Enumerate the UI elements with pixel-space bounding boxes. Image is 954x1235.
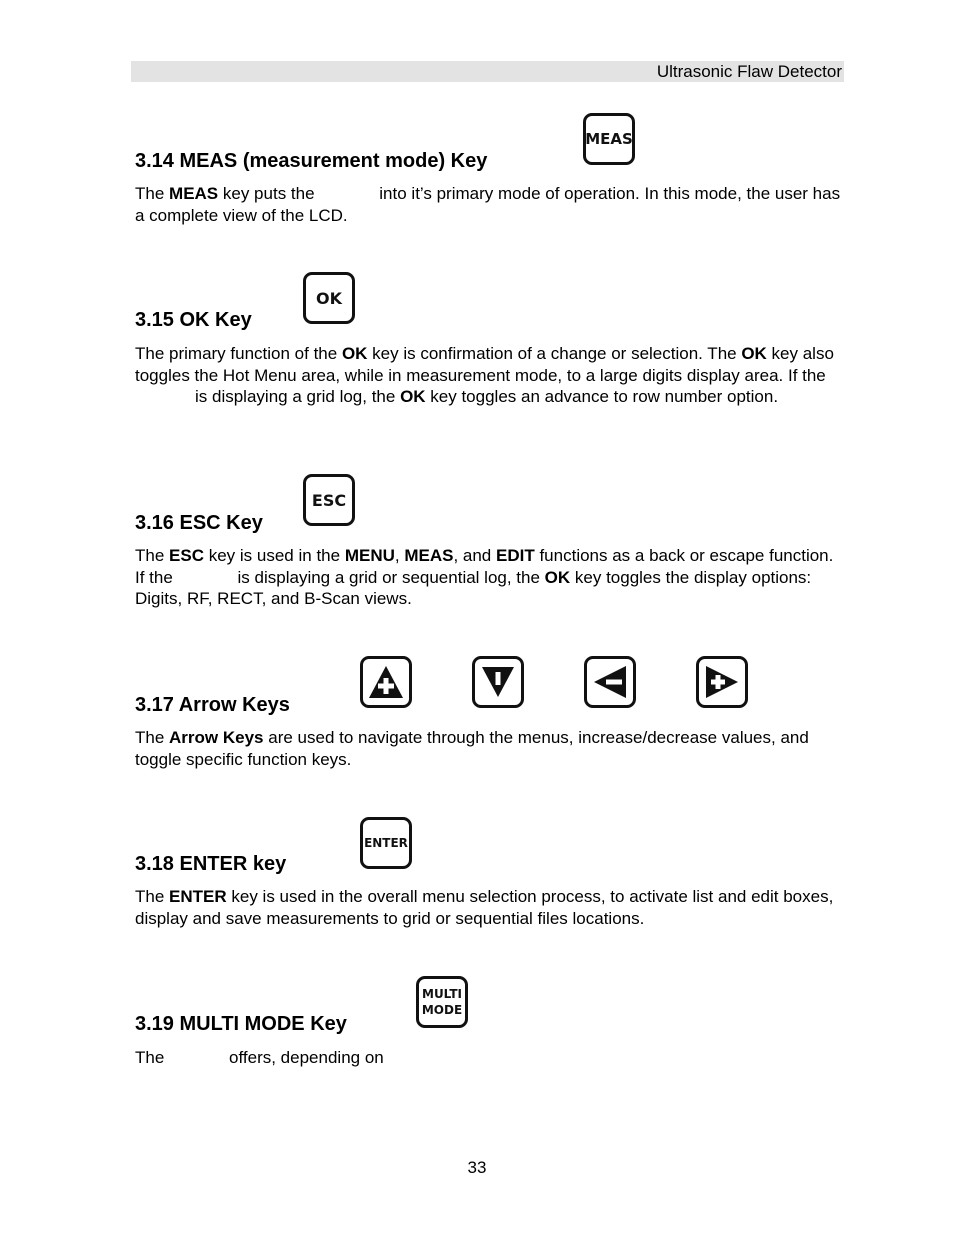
section-body-esc: The ESC key is used in the MENU, MEAS, and EDIT functions as a back or escape function. If the is displaying a grid or sequential log, the OK key toggles the display options: Digits, RF, RECT, and B-Scan views. <box>135 546 834 609</box>
header-title: Ultrasonic Flaw Detector <box>656 62 842 81</box>
page-number: 33 <box>467 1158 487 1177</box>
running-header <box>131 61 844 82</box>
right-plus-icon <box>696 656 748 708</box>
multi-mode-key-icon: MULTI MODE <box>416 976 468 1028</box>
meas-key-icon: MEAS <box>583 113 635 165</box>
section-body-ok: The primary function of the OK key is confirmation of a change or selection. The OK key also toggles the Hot Menu area, while in measurement mode, to a large digits display area. If the is displaying a grid log, the OK key toggles an advance to row number option. <box>135 344 834 407</box>
section-heading-multi-mode: 3.19 MULTI MODE Key <box>135 1013 347 1035</box>
section-heading-meas: 3.14 MEAS (measurement mode) Key <box>135 150 488 172</box>
up-plus-icon <box>360 656 412 708</box>
section-heading-ok: 3.15 OK Key <box>135 309 252 331</box>
section-body-arrows: The Arrow Keys are used to navigate through the menus, increase/decrease values, and toggle specific function keys. <box>135 728 809 769</box>
down-icon <box>472 656 524 708</box>
section-heading-esc: 3.16 ESC Key <box>135 512 263 534</box>
ok-key-icon: OK <box>303 272 355 324</box>
esc-key-icon: ESC <box>303 474 355 526</box>
section-heading-enter: 3.18 ENTER key <box>135 853 287 875</box>
enter-key-icon: ENTER <box>360 817 412 869</box>
section-body-multi-mode: The offers, depending on <box>135 1048 384 1067</box>
section-body-meas: The MEAS key puts the into it’s primary mode of operation. In this mode, the user has a complete view of the LCD. <box>135 184 841 225</box>
left-minus-icon <box>584 656 636 708</box>
section-heading-arrows: 3.17 Arrow Keys <box>135 694 290 716</box>
section-body-enter: The ENTER key is used in the overall menu selection process, to activate list and edit boxes, display and save measurements to grid or sequential files locations. <box>135 887 834 928</box>
